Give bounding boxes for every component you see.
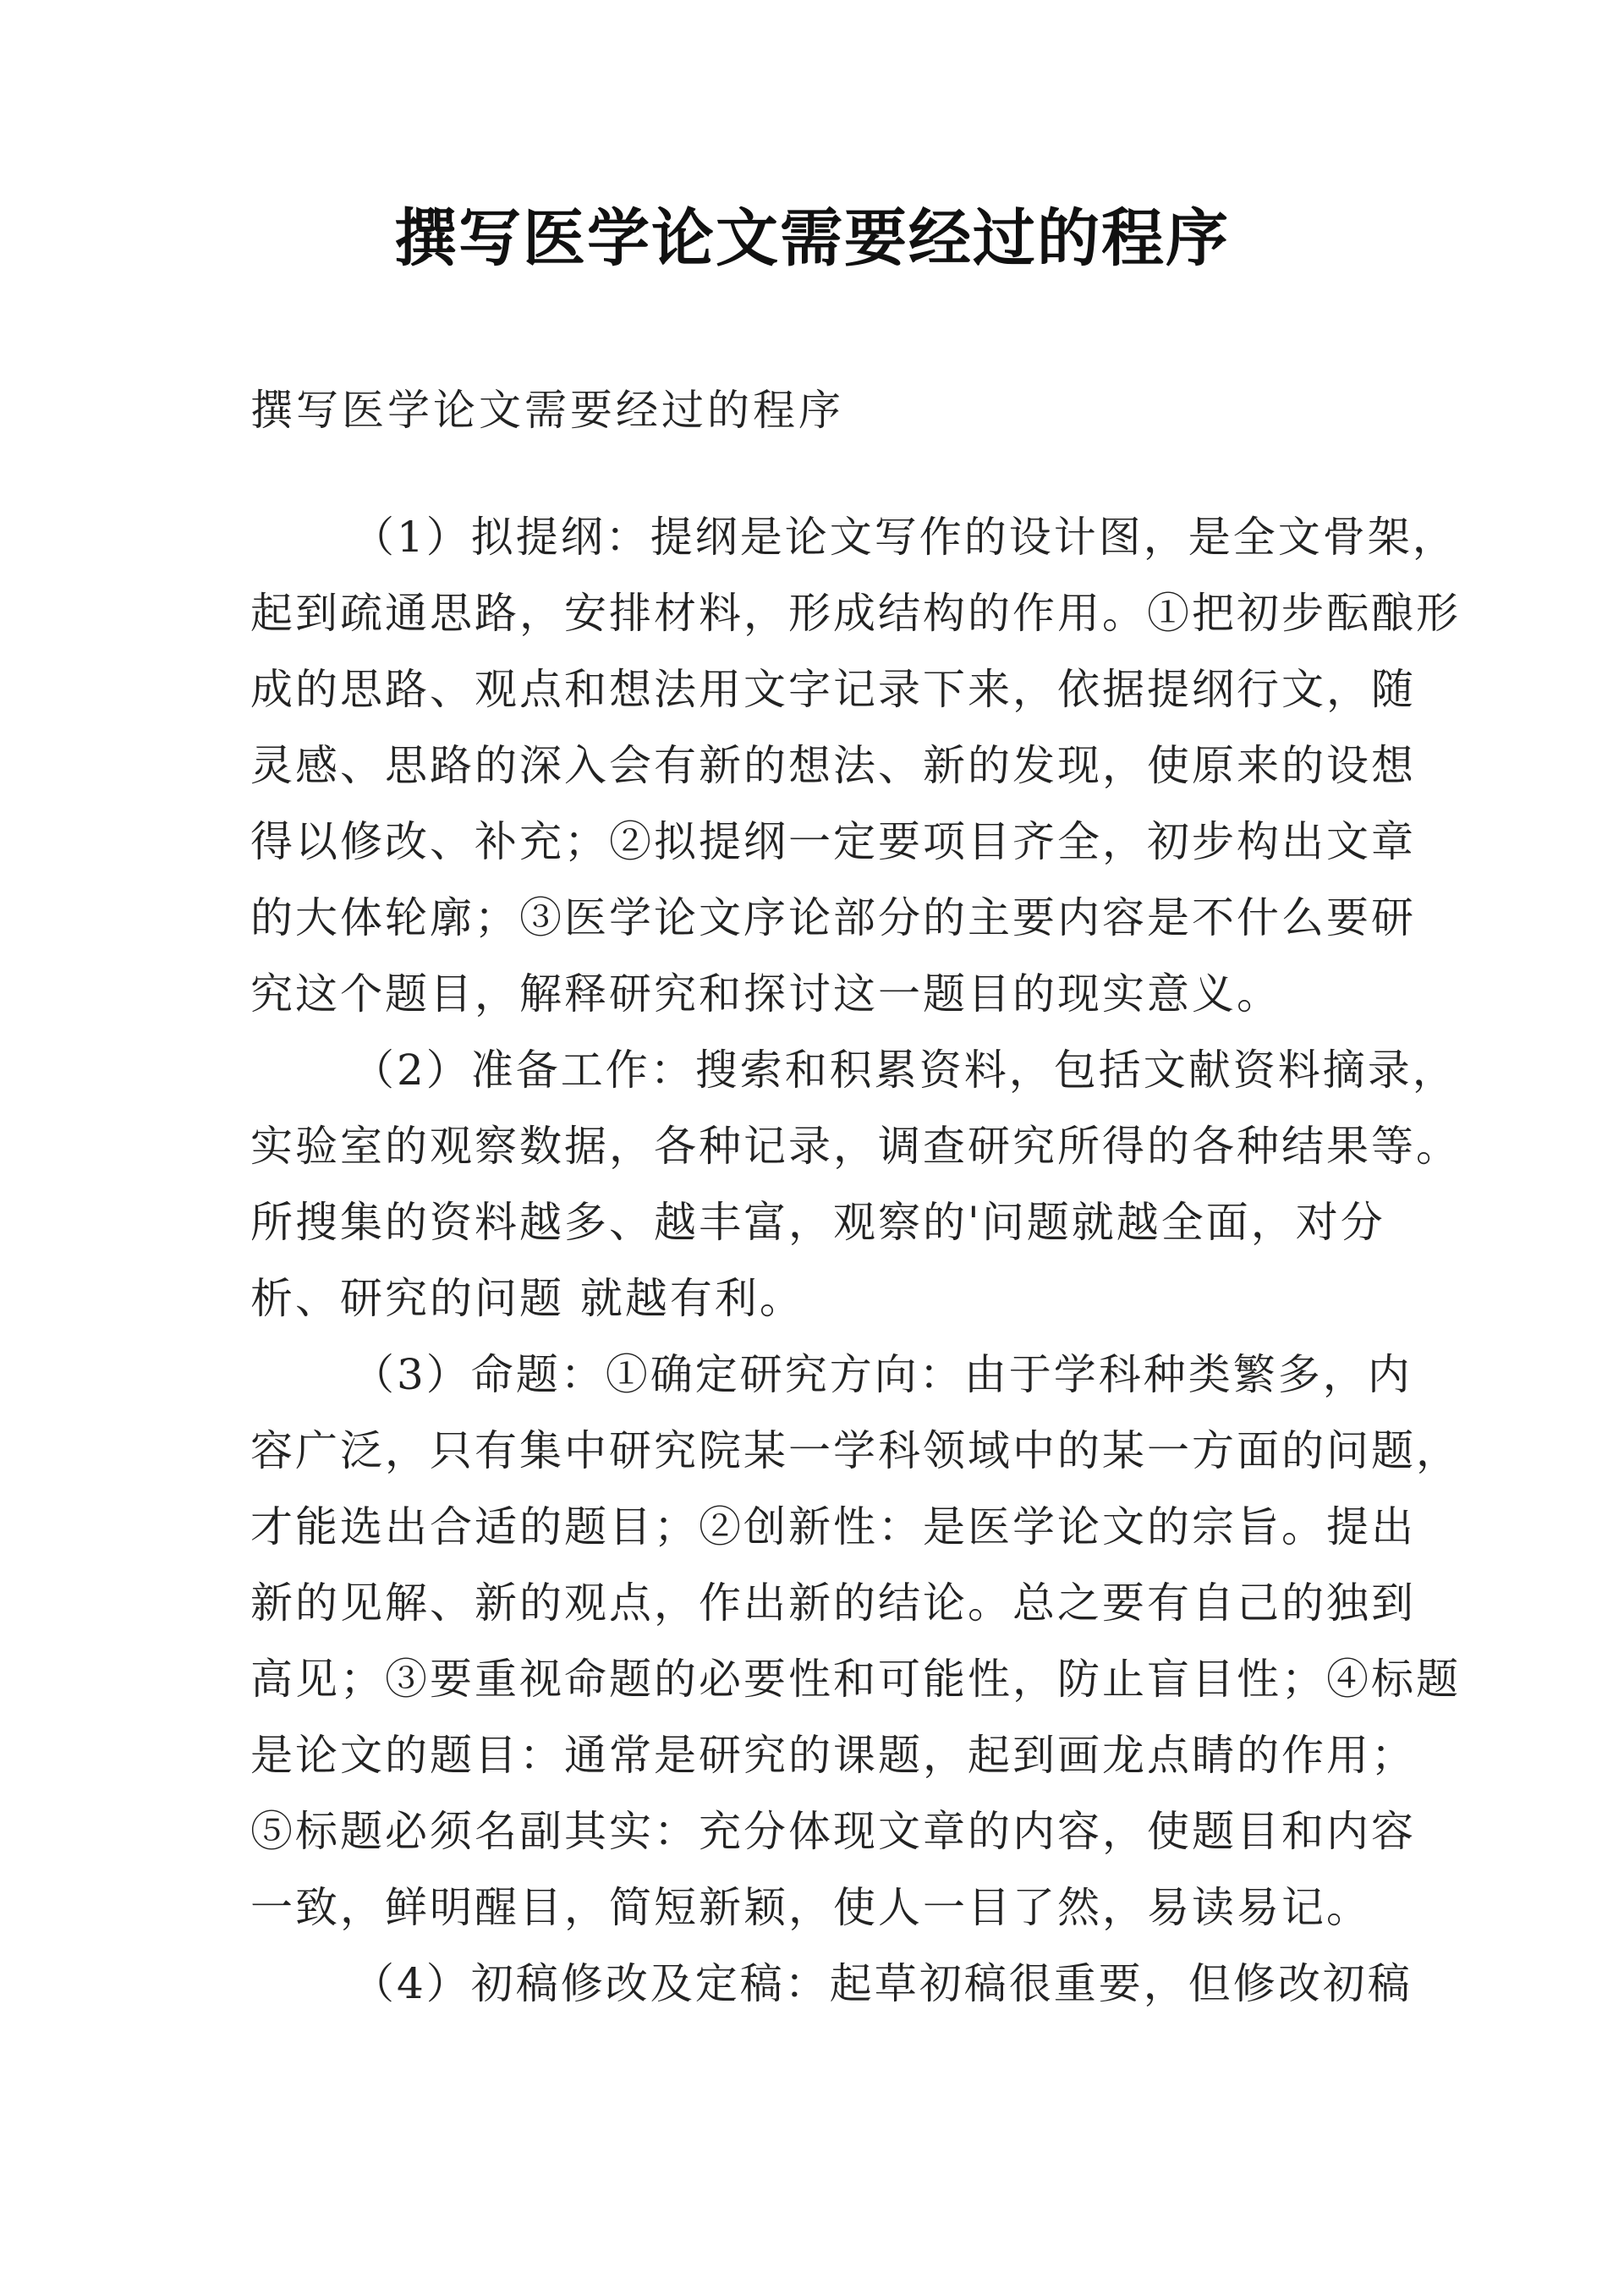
paragraph-draft-revision (250, 1946, 1413, 2022)
text-line: （3）命题：①确定研究方向：由于学科种类繁多，内 (352, 1350, 1413, 1399)
text-line: （2）准备工作：搜索和积累资料，包括文献资料摘录， (352, 1046, 1457, 1095)
text-line: 所搜集的资料越多、越丰富，观察的'问题就越全面，对分 (250, 1198, 1385, 1247)
text-line: 析、研究的问题 就越有利。 (250, 1274, 804, 1323)
text-line: 起到疏通思路，安排材料，形成结构的作用。①把初步酝酿形 (250, 589, 1461, 638)
text-line: 灵感、思路的深入会有新的想法、新的发现，使原来的设想 (250, 741, 1416, 790)
text-line: 一致，鲜明醒目，简短新颖，使人一目了然，易读易记。 (250, 1883, 1371, 1932)
document-subtitle: 撰写医学论文需要经过的程序 (250, 386, 844, 435)
text-line: ⑤标题必须名副其实：充分体现文章的内容，使题目和内容 (250, 1807, 1416, 1856)
paragraph-topic (250, 1337, 1461, 1946)
text-line: 是论文的题目：通常是研究的课题，起到画龙点睛的作用； (250, 1731, 1416, 1780)
text-line: 容广泛，只有集中研究院某一学科领域中的某一方面的问题， (250, 1426, 1461, 1475)
paragraph-preparation (250, 1032, 1461, 1337)
text-line: 新的见解、新的观点，作出新的结论。总之要有自己的独到 (250, 1578, 1416, 1628)
text-line: 才能选出合适的题目；②创新性：是医学论文的宗旨。提出 (250, 1502, 1416, 1551)
text-line: 的大体轮廓；③医学论文序论部分的主要内容是不什么要研 (250, 893, 1416, 942)
document-title: 撰写医学论文需要经过的程序 (394, 202, 1230, 275)
text-line: （1）拟提纲：提纲是论文写作的设计图，是全文骨架， (352, 513, 1457, 562)
text-line: 实验室的观察数据，各种记录，调查研究所得的各种结果等。 (250, 1122, 1461, 1171)
document-body (250, 372, 1461, 2022)
text-line: 成的思路、观点和想法用文字记录下来，依据提纲行文，随 (250, 665, 1416, 714)
text-line: （4）初稿修改及定稿：起草初稿很重要，但修改初稿 (352, 1959, 1413, 2008)
paragraph-outline (250, 499, 1461, 1032)
text-line: 究这个题目，解释研究和探讨这一题目的现实意义。 (250, 969, 1281, 1018)
text-line: 高见；③要重视命题的必要性和可能性，防止盲目性；④标题 (250, 1655, 1461, 1704)
text-line: 得以修改、补充；②拟提纲一定要项目齐全，初步构出文章 (250, 817, 1416, 866)
